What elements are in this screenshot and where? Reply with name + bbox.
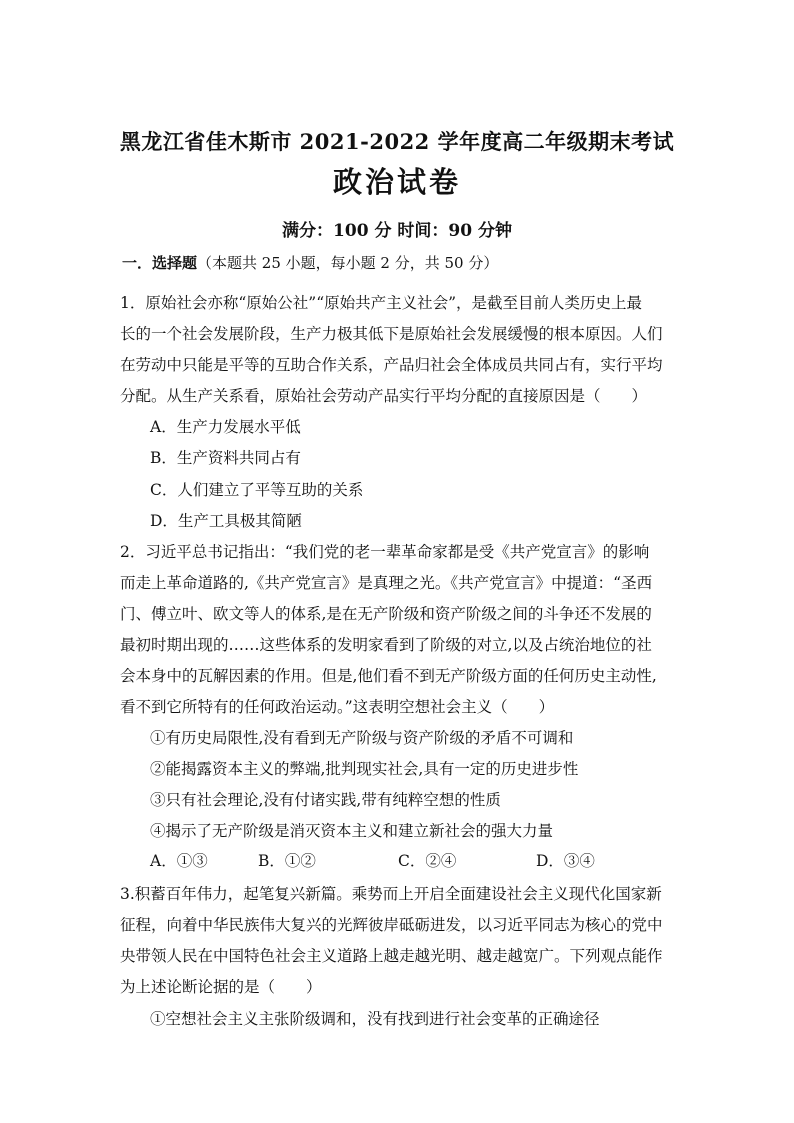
question-2-line: 而走上革命道路的,《共产党宣言》是真理之光。《共产党宣言》中提道：“圣西 — [120, 574, 653, 592]
question-2-line: 最初时期出现的……这些体系的发明家看到了阶级的对立,以及占统治地位的社 — [120, 636, 652, 654]
question-3-line: 3.积蓄百年伟力，起笔复兴新篇。乘势而上开启全面建设社会主义现代化国家新 — [120, 885, 662, 903]
question-2-option-b: B．①② — [258, 852, 316, 870]
question-2-line: 会本身中的瓦解因素的作用。但是,他们看不到无产阶级方面的任何历史主动性, — [120, 667, 657, 685]
question-2-option-a: A．①③ — [150, 852, 208, 870]
section-heading — [122, 252, 498, 273]
question-3-line: 为上述论断论据的是（ ） — [120, 978, 322, 996]
question-2-line: 看不到它所特有的任何政治运动。”这表明空想社会主义（ ） — [120, 698, 555, 716]
question-1-line: 在劳动中只能是平等的互助合作关系，产品归社会全体成员共同占有，实行平均 — [120, 356, 663, 374]
exam-score-time: 满分：100 分 时间：90 分钟 — [282, 221, 512, 241]
question-1-line: 1．原始社会亦称“原始公社”“原始共产主义社会”，是截至目前人类历史上最 — [120, 294, 643, 312]
question-1-line: 分配。从生产关系看，原始社会劳动产品实行平均分配的直接原因是（ ） — [120, 387, 648, 405]
question-2-line: 门、傅立叶、欧文等人的体系,是在无产阶级和资产阶级之间的斗争还不发展的 — [120, 605, 652, 623]
question-2-statement-2: ②能揭露资本主义的弊端,批判现实社会,具有一定的历史进步性 — [150, 760, 579, 778]
question-2-statement-1: ①有历史局限性,没有看到无产阶级与资产阶级的矛盾不可调和 — [150, 729, 574, 747]
question-1-option-c: C．人们建立了平等互助的关系 — [150, 481, 364, 499]
question-2-statement-4: ④揭示了无产阶级是消灭资本主义和建立新社会的强大力量 — [150, 822, 554, 840]
section-title: 一．选择题 — [122, 254, 198, 272]
question-1-option-b: B．生产资料共同占有 — [150, 449, 301, 467]
question-2-option-d: D．③④ — [536, 852, 595, 870]
question-1-option-a: A．生产力发展水平低 — [150, 418, 301, 436]
question-3-line: 央带领人民在中国特色社会主义道路上越走越光明、越走越宽广。下列观点能作 — [120, 947, 663, 965]
question-2-options — [150, 849, 610, 871]
question-2-option-c: C．②④ — [398, 852, 457, 870]
question-2-line: 2．习近平总书记指出：“我们党的老一辈革命家都是受《共产党宣言》的影响 — [120, 543, 650, 561]
question-1-line: 长的一个社会发展阶段，生产力极其低下是原始社会发展缓慢的根本原因。人们 — [120, 325, 663, 343]
question-3-line: 征程，向着中华民族伟大复兴的光辉彼岸砥砺进发，以习近平同志为核心的党中 — [120, 916, 663, 934]
section-note: （本题共 25 小题，每小题 2 分，共 50 分） — [197, 254, 499, 272]
question-3-statement-1: ①空想社会主义主张阶级调和，没有找到进行社会变革的正确途径 — [150, 1010, 600, 1028]
question-1-option-d: D．生产工具极其简陋 — [150, 512, 302, 530]
exam-subject-title: 政治试卷 — [332, 165, 461, 199]
question-2-statement-3: ③只有社会理论,没有付诸实践,带有纯粹空想的性质 — [150, 791, 501, 809]
exam-title: 黑龙江省佳木斯市 2021-2022 学年度高二年级期末考试 — [119, 129, 675, 154]
